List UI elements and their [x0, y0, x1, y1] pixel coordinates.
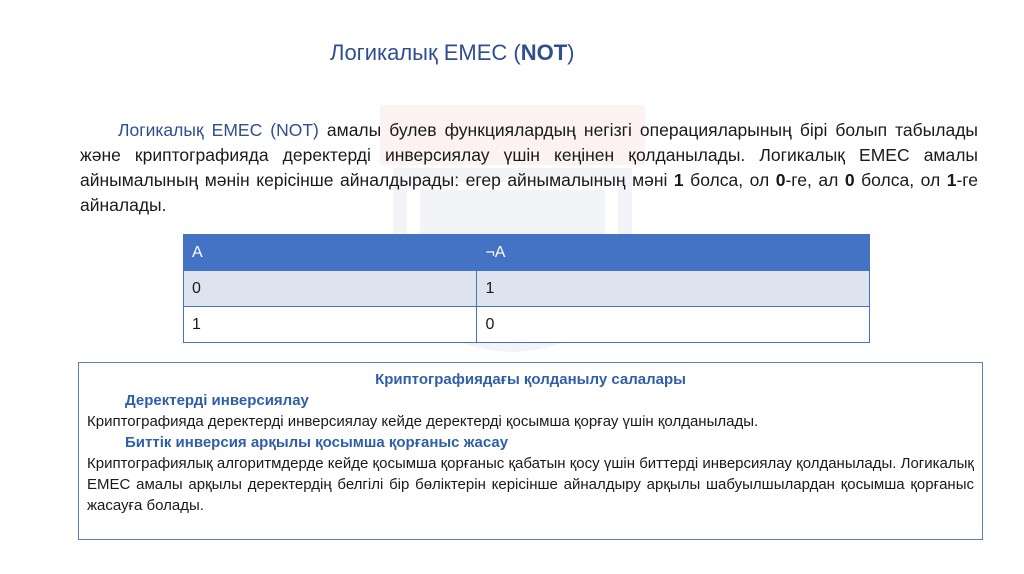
header-a: A [184, 235, 477, 271]
section-text: Криптографияда деректерді инверсиялау кейде деректерді қосымша қорғау үшін қолданылады. [87, 413, 759, 430]
table-cell: 0 [477, 307, 870, 343]
truth-table-header [184, 235, 870, 271]
table-cell: 1 [184, 307, 477, 343]
intro-lead: Логикалық ЕМЕС (NOT) [118, 120, 319, 140]
applications-title: Криптографиядағы қолданылу салалары [375, 371, 686, 388]
applications-box [78, 362, 983, 540]
section-text: Криптографиялық алгоритмдерде кейде қосымша қорғаныс қабатын қосу үшін биттерді инверсиялау қолданылады. Логикалық ЕМЕС амалы арқылы деректердің белгілі бір бөліктерін керісінше айналдыру арқылы шабуылшылардан қосымша қорғаныс жасауға болады. [87, 455, 974, 514]
intro-paragraph: Логикалық ЕМЕС (NOT) амалы булев функциялардың негізгі операцияларының бірі болып табылады және криптографияда деректерді инверсиялау үшін кеңінен қолданылады. Логикалық ЕМЕС амалы айнымалының мәнін керісінше айналдырады: егер айнымалының мәні 1 болса, ол 0-ге, ал 0 болса, ол 1-ге айналады. [80, 120, 978, 215]
section-heading: Биттік инверсия арқылы қосымша қорғаныс жасау [125, 434, 509, 451]
table-row [184, 271, 870, 307]
truth-table [183, 234, 870, 343]
table-row [184, 307, 870, 343]
section-heading: Деректерді инверсиялау [125, 392, 309, 409]
table-cell: 0 [184, 271, 477, 307]
slide-title: Логикалық ЕМЕС (NOT) [330, 40, 575, 65]
table-cell: 1 [477, 271, 870, 307]
header-not-a: ¬A [477, 235, 870, 271]
